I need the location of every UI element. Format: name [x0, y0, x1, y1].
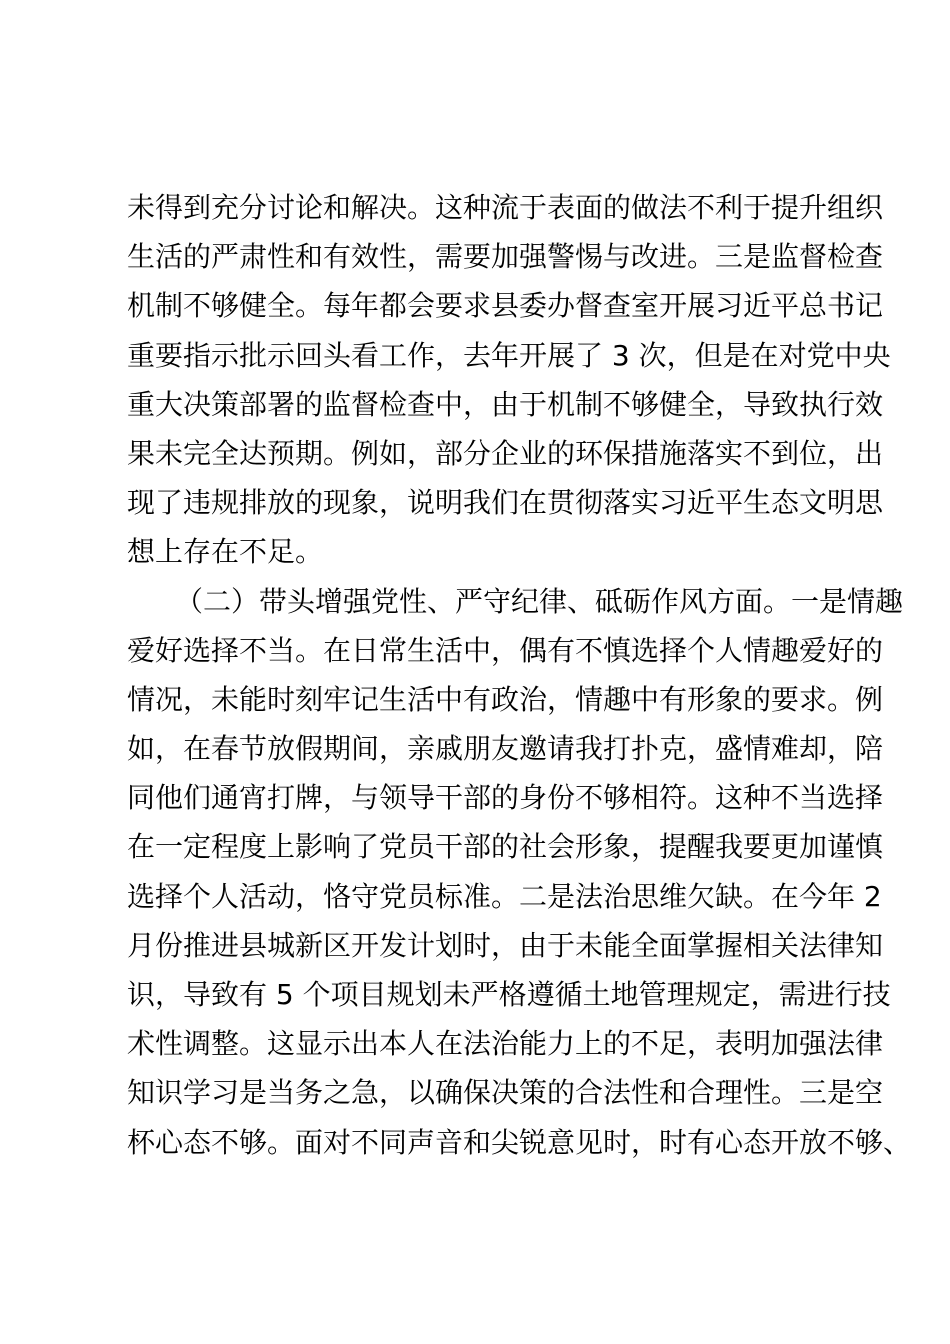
text-line: 未得到充分讨论和解决。这种流于表面的做法不利于提升组织: [127, 191, 884, 224]
text-line: 选择个人活动，恪守党员标准。二是法治思维欠缺。在今年 2: [127, 879, 882, 913]
text-line: 如，在春节放假期间，亲戚朋友邀请我打扑克，盛情难却，陪: [127, 732, 884, 766]
document-body: [127, 183, 912, 1167]
text-line: 果未完全达预期。例如，部分企业的环保措施落实不到位，出: [127, 436, 884, 470]
text-line: 爱好选择不当。在日常生活中，偶有不慎选择个人情趣爱好的: [127, 633, 884, 667]
text-line: 想上存在不足。: [127, 535, 324, 569]
text-line: 重大决策部署的监督检查中，由于机制不够健全，导致执行效: [127, 387, 884, 421]
text-line: 机制不够健全。每年都会要求县委办督查室开展习近平总书记: [127, 289, 884, 323]
text-line: 知识学习是当务之急，以确保决策的合法性和合理性。三是空: [127, 1076, 884, 1110]
text-line: 在一定程度上影响了党员干部的社会形象，提醒我要更加谨慎: [127, 830, 884, 864]
text-line: 情况，未能时刻牢记生活中有政治，情趣中有形象的要求。例: [127, 682, 884, 716]
text-line: 识，导致有 5 个项目规划未严格遵循土地管理规定，需进行技: [127, 978, 891, 1011]
text-line: 月份推进县城新区开发计划时，由于未能全面掌握相关法律知: [127, 928, 884, 962]
text-line: 杯心态不够。面对不同声音和尖锐意见时，时有心态开放不够、: [127, 1125, 912, 1159]
text-line: 生活的严肃性和有效性，需要加强警惕与改进。三是监督检查: [127, 240, 884, 274]
section-heading-line: （二）带头增强党性、严守纪律、砥砺作风方面。一是情趣: [175, 584, 904, 618]
text-line: 现了违规排放的现象，说明我们在贯彻落实习近平生态文明思: [127, 486, 884, 520]
text-line: 同他们通宵打牌，与领导干部的身份不够相符。这种不当选择: [127, 781, 884, 815]
text-line: 重要指示批示回头看工作，去年开展了 3 次，但是在对党中央: [127, 338, 891, 372]
text-line: 术性调整。这显示出本人在法治能力上的不足，表明加强法律: [127, 1027, 884, 1061]
